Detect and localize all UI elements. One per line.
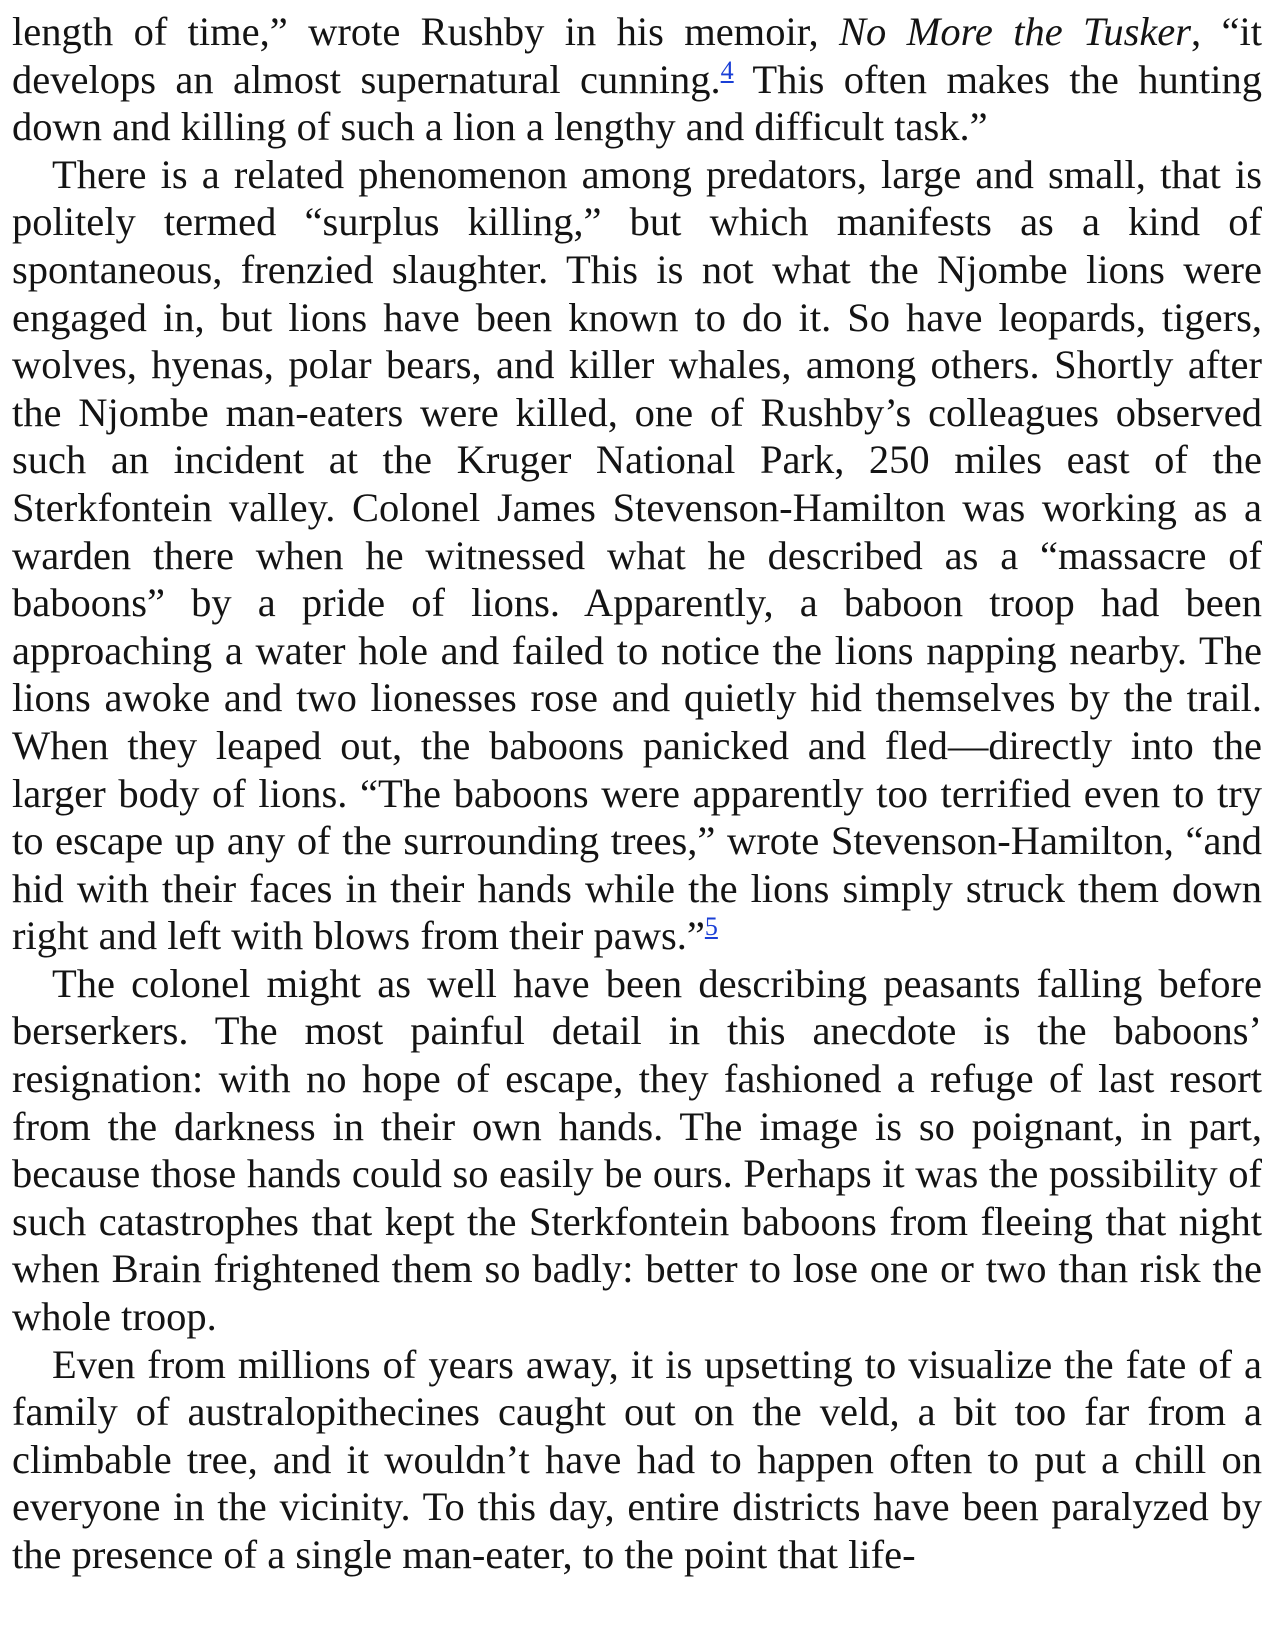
footnote-link-4[interactable]: 4	[720, 55, 734, 85]
paragraph-2	[12, 151, 1262, 960]
text-span: This often makes the hunting down and killing of such a lion a lengthy and difficult task.”	[12, 56, 1262, 150]
paragraph-4	[12, 1341, 1262, 1579]
text-span: , “it develops an almost supernatural cunning.	[12, 9, 1262, 102]
text-span: The colonel might as well have been describing peasants falling before berserkers. The most painful detail in this anecdote is the baboons’ resignation: with no hope of escape, they fashioned a refuge of last resort from the darkness in their own hands. The image is so poignant, in part, because those hands could so easily be ours. Perhaps it was the possibility of such catastrophes that kept the Sterkfontein baboons from fleeing that night when Brain frightened them so badly: better to lose one or two than risk the whole troop.	[12, 960, 1262, 1340]
paragraph-3	[12, 960, 1262, 1341]
book-page	[12, 8, 1262, 1579]
text-span: Even from millions of years away, it is upsetting to visualize the fate of a family of australopithecines caught out on the veld, a bit too far from a climbable tree, and it wouldn’t have had to happen often to put a chill on everyone in the vicinity. To this day, entire districts have been paralyzed by the presence of a single man-eater, to the point that life-	[12, 1341, 1262, 1577]
text-span: length of time,” wrote Rushby in his memoir,	[12, 9, 840, 54]
paragraph-1	[12, 8, 1262, 151]
text-span: There is a related phenomenon among predators, large and small, that is politely termed “surplus killing,” but which manifests as a kind of spontaneous, frenzied slaughter. This is not what the Njombe lions were engaged in, but lions have been known to do it. So have leopards, tigers, wolves, hyenas, polar bears, and killer whales, among others. Shortly after the Njombe man-eaters were killed, one of Rushby’s colleagues observed such an incident at the Kruger National Park, 250 miles east of the Sterkfontein valley. Colonel James Stevenson-Hamilton was working as a warden there when he witnessed what he described as a “massacre of baboons” by a pride of lions. Apparently, a baboon troop had been approaching a water hole and failed to notice the lions napping nearby. The lions awoke and two lionesses rose and quietly hid themselves by the trail. When they leaped out, the baboons panicked and fled—directly into the larger body of lions. “The baboons were apparently too terrified even to try to escape up any of the surrounding trees,” wrote Stevenson-Hamilton, “and hid with their faces in their hands while the lions simply struck them down right and left with blows from their paws.”	[12, 151, 1262, 959]
footnote-link-5[interactable]: 5	[704, 912, 718, 942]
book-title-italic: No More the Tusker	[839, 9, 1192, 54]
